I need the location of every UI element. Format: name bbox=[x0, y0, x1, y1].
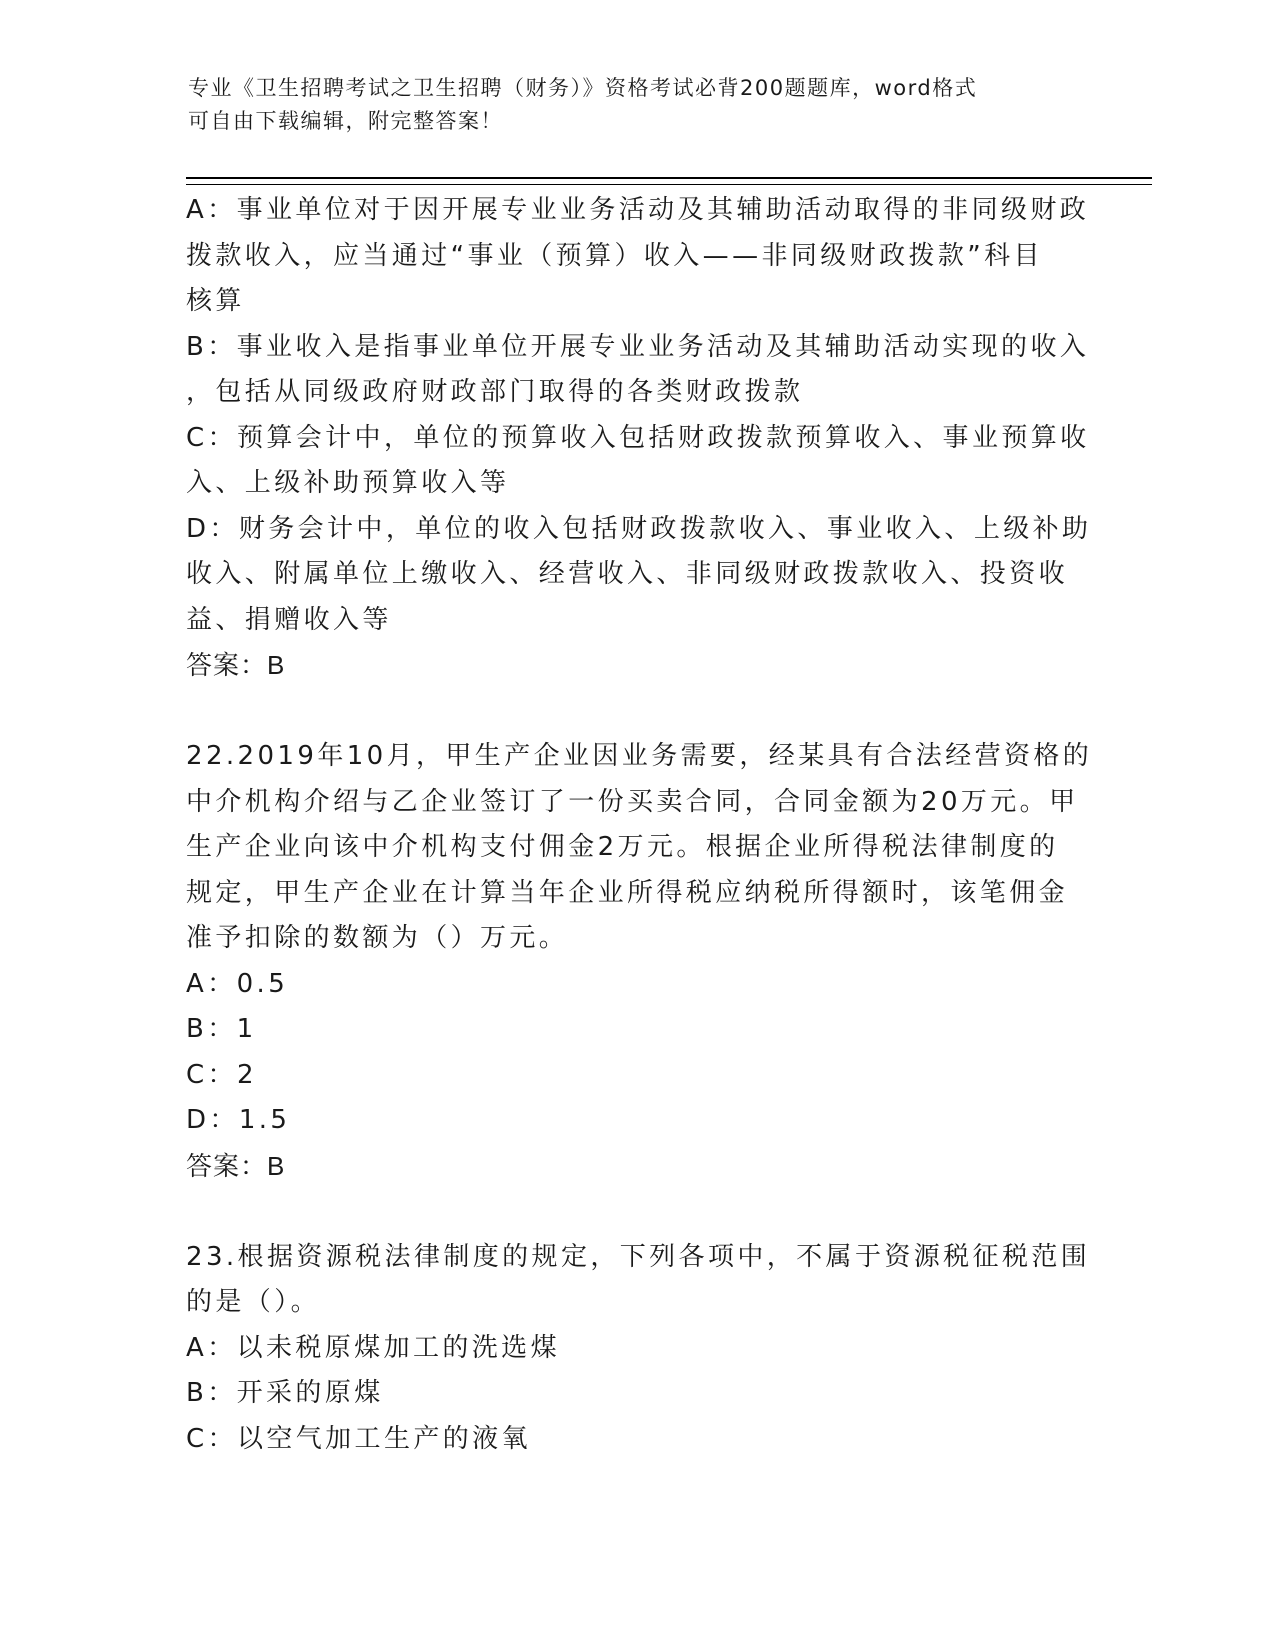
question-23-stem-line: 的是（）。 bbox=[186, 1287, 321, 1317]
question-22-answer: 答案：B bbox=[186, 1150, 286, 1181]
question-23 bbox=[186, 1235, 1091, 1463]
option-a-line: 拨款收入，应当通过“事业（预算）收入——非同级财政拨款”科目 bbox=[186, 240, 1043, 271]
option-a-line: A：事业单位对于因开展专业业务活动及其辅助活动取得的非同级财政 bbox=[186, 195, 1090, 225]
question-spacer bbox=[186, 1189, 1086, 1235]
question-21-answer: 答案：B bbox=[186, 650, 286, 680]
option-c: C：以空气加工生产的液氧 bbox=[186, 1423, 531, 1454]
option-b: B：1 bbox=[186, 1014, 257, 1044]
option-d-line: 收入、附属单位上缴收入、经营收入、非同级财政拨款收入、投资收 bbox=[186, 559, 1069, 589]
option-d: D：1.5 bbox=[186, 1105, 291, 1135]
option-b-line: B：事业收入是指事业单位开展专业业务活动及其辅助活动实现的收入 bbox=[186, 331, 1090, 362]
question-23-stem-line: 23.根据资源税法律制度的规定，下列各项中，不属于资源税征税范围 bbox=[186, 1241, 1091, 1272]
option-c-line: 入、上级补助预算收入等 bbox=[186, 468, 510, 498]
question-22 bbox=[186, 734, 1093, 1189]
option-a: A：以未税原煤加工的洗选煤 bbox=[186, 1332, 560, 1363]
option-c: C：2 bbox=[186, 1059, 257, 1090]
header-line: 专业《卫生招聘考试之卫生招聘（财务）》资格考试必背200题题库，word格式 bbox=[188, 76, 978, 100]
option-b: B：开采的原煤 bbox=[186, 1378, 384, 1408]
option-a: A：0.5 bbox=[186, 968, 289, 999]
question-22-stem-line: 22.2019年10月，甲生产企业因业务需要，经某具有合法经营资格的 bbox=[186, 741, 1093, 771]
question-content bbox=[186, 188, 1093, 1462]
option-d-line: 益、捐赠收入等 bbox=[186, 604, 392, 635]
option-d-line: D：财务会计中，单位的收入包括财政拨款收入、事业收入、上级补助 bbox=[186, 513, 1092, 544]
question-spacer bbox=[186, 689, 1086, 735]
option-a-line: 核算 bbox=[186, 286, 245, 316]
question-22-stem-line: 规定，甲生产企业在计算当年企业所得税应纳税所得额时，该笔佣金 bbox=[186, 877, 1069, 908]
header-double-rule bbox=[186, 177, 1152, 185]
question-21-options bbox=[186, 188, 1092, 689]
option-b-line: ，包括从同级政府财政部门取得的各类财政拨款 bbox=[186, 377, 804, 407]
option-c-line: C：预算会计中，单位的预算收入包括财政拨款预算收入、事业预算收 bbox=[186, 422, 1090, 453]
question-22-stem-line: 准予扣除的数额为（）万元。 bbox=[186, 923, 569, 953]
document-header bbox=[188, 72, 1068, 138]
header-line: 可自由下载编辑，附完整答案！ bbox=[188, 109, 503, 133]
question-22-stem-line: 生产企业向该中介机构支付佣金2万元。根据企业所得税法律制度的 bbox=[186, 832, 1059, 862]
question-22-stem-line: 中介机构介绍与乙企业签订了一份买卖合同，合同金额为20万元。甲 bbox=[186, 786, 1079, 817]
